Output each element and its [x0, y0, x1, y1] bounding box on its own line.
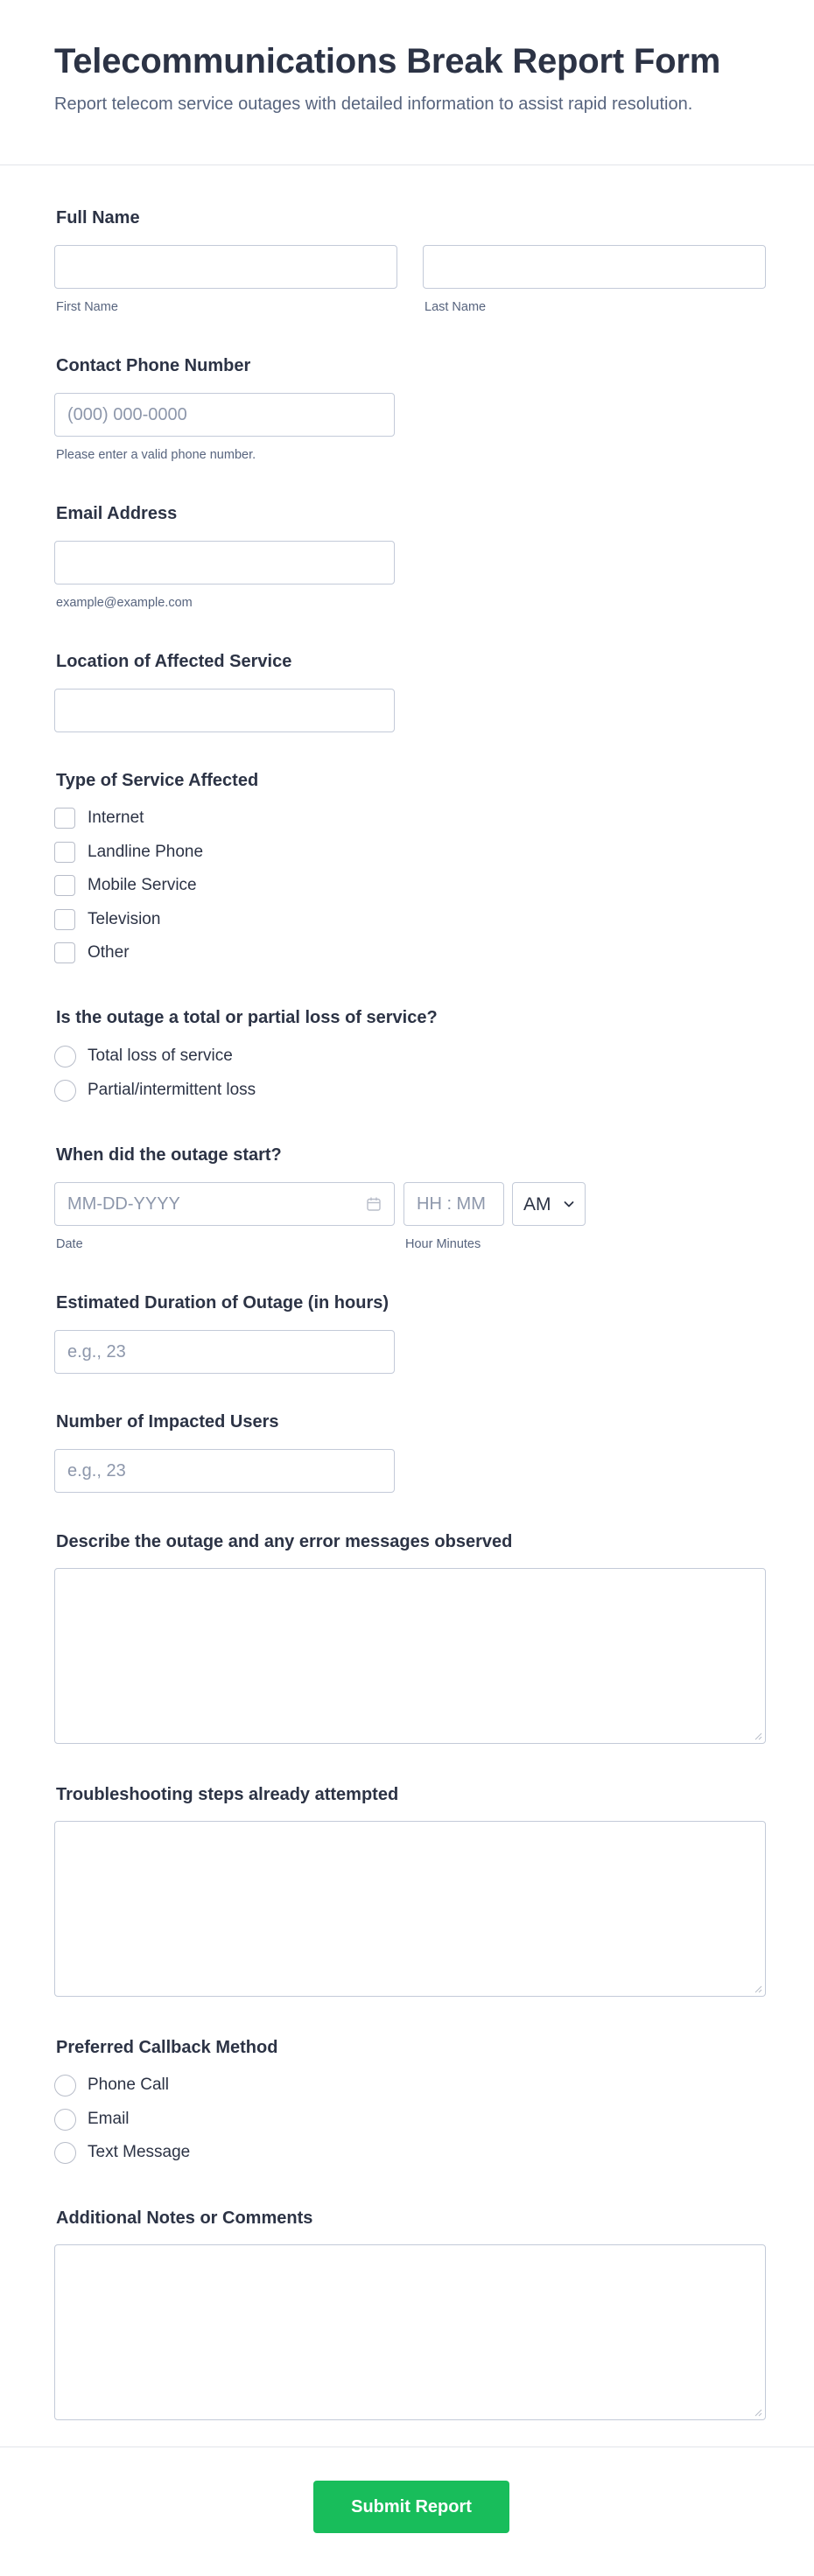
- full-name-label: Full Name: [56, 208, 140, 228]
- checkbox[interactable]: [54, 842, 75, 863]
- description-label: Describe the outage and any error messages observed: [56, 1532, 513, 1551]
- checkbox[interactable]: [54, 875, 75, 896]
- time-input[interactable]: [403, 1182, 504, 1226]
- last-name-sublabel: Last Name: [425, 300, 487, 314]
- checkbox-label: Other: [88, 943, 130, 962]
- outage-type-label: Is the outage a total or partial loss of service?: [56, 1008, 438, 1027]
- notes-textarea[interactable]: [54, 2244, 766, 2420]
- form-footer: [0, 2446, 814, 2576]
- radio-button[interactable]: [54, 2109, 76, 2131]
- first-name-input[interactable]: [54, 245, 397, 289]
- form-header: [0, 0, 814, 165]
- checkbox-label: Landline Phone: [88, 843, 204, 861]
- checkbox-label: Television: [88, 910, 161, 928]
- checkbox-label: Internet: [88, 808, 144, 827]
- radio-label: Phone Call: [88, 2076, 169, 2094]
- phone-hint: Please enter a valid phone number.: [56, 448, 256, 462]
- phone-label: Contact Phone Number: [56, 356, 251, 375]
- radio-button[interactable]: [54, 2142, 76, 2164]
- time-sublabel: Hour Minutes: [405, 1237, 481, 1251]
- radio-button[interactable]: [54, 1080, 76, 1102]
- radio-button[interactable]: [54, 1046, 76, 1068]
- calendar-icon[interactable]: [366, 1196, 382, 1212]
- checkbox[interactable]: [54, 808, 75, 829]
- resize-handle-icon[interactable]: [754, 2408, 762, 2417]
- last-name-input[interactable]: [423, 245, 766, 289]
- notes-label: Additional Notes or Comments: [56, 2208, 313, 2228]
- date-input[interactable]: [54, 1182, 395, 1226]
- email-input[interactable]: [54, 541, 395, 584]
- description-textarea[interactable]: [54, 1568, 766, 1744]
- submit-button[interactable]: Submit Report: [313, 2481, 509, 2533]
- time-placeholder: HH : MM: [417, 1194, 486, 1214]
- ampm-select[interactable]: [512, 1182, 586, 1226]
- radio-label: Email: [88, 2110, 130, 2128]
- checkbox[interactable]: [54, 909, 75, 930]
- troubleshooting-textarea[interactable]: [54, 1821, 766, 1997]
- service-type-label: Type of Service Affected: [56, 771, 259, 790]
- date-sublabel: Date: [56, 1237, 83, 1251]
- radio-label: Text Message: [88, 2143, 191, 2161]
- radio-label: Total loss of service: [88, 1046, 233, 1065]
- outage-start-label: When did the outage start?: [56, 1145, 282, 1165]
- radio-label: Partial/intermittent loss: [88, 1081, 256, 1099]
- email-hint: example@example.com: [56, 596, 193, 610]
- callback-label: Preferred Callback Method: [56, 2038, 278, 2057]
- form-title: Telecommunications Break Report Form: [54, 42, 721, 80]
- phone-input[interactable]: [54, 393, 395, 437]
- date-placeholder: MM-DD-YYYY: [67, 1194, 180, 1214]
- ampm-value: AM: [523, 1194, 551, 1214]
- impacted-users-label: Number of Impacted Users: [56, 1412, 279, 1432]
- resize-handle-icon[interactable]: [754, 1984, 762, 1993]
- phone-placeholder: (000) 000-0000: [67, 405, 187, 424]
- resize-handle-icon[interactable]: [754, 1732, 762, 1740]
- chevron-down-icon: [563, 1198, 575, 1210]
- duration-input[interactable]: [54, 1330, 395, 1374]
- radio-button[interactable]: [54, 2075, 76, 2096]
- impacted-users-input[interactable]: [54, 1449, 395, 1493]
- location-input[interactable]: [54, 689, 395, 732]
- troubleshooting-label: Troubleshooting steps already attempted: [56, 1785, 399, 1804]
- location-label: Location of Affected Service: [56, 652, 292, 671]
- duration-label: Estimated Duration of Outage (in hours): [56, 1293, 389, 1312]
- form-subtitle: Report telecom service outages with detailed information to assist rapid resolution.: [54, 94, 693, 114]
- email-label: Email Address: [56, 504, 178, 523]
- impacted-users-placeholder: e.g., 23: [67, 1461, 126, 1480]
- first-name-sublabel: First Name: [56, 300, 118, 314]
- checkbox[interactable]: [54, 942, 75, 963]
- checkbox-label: Mobile Service: [88, 876, 197, 894]
- duration-placeholder: e.g., 23: [67, 1342, 126, 1362]
